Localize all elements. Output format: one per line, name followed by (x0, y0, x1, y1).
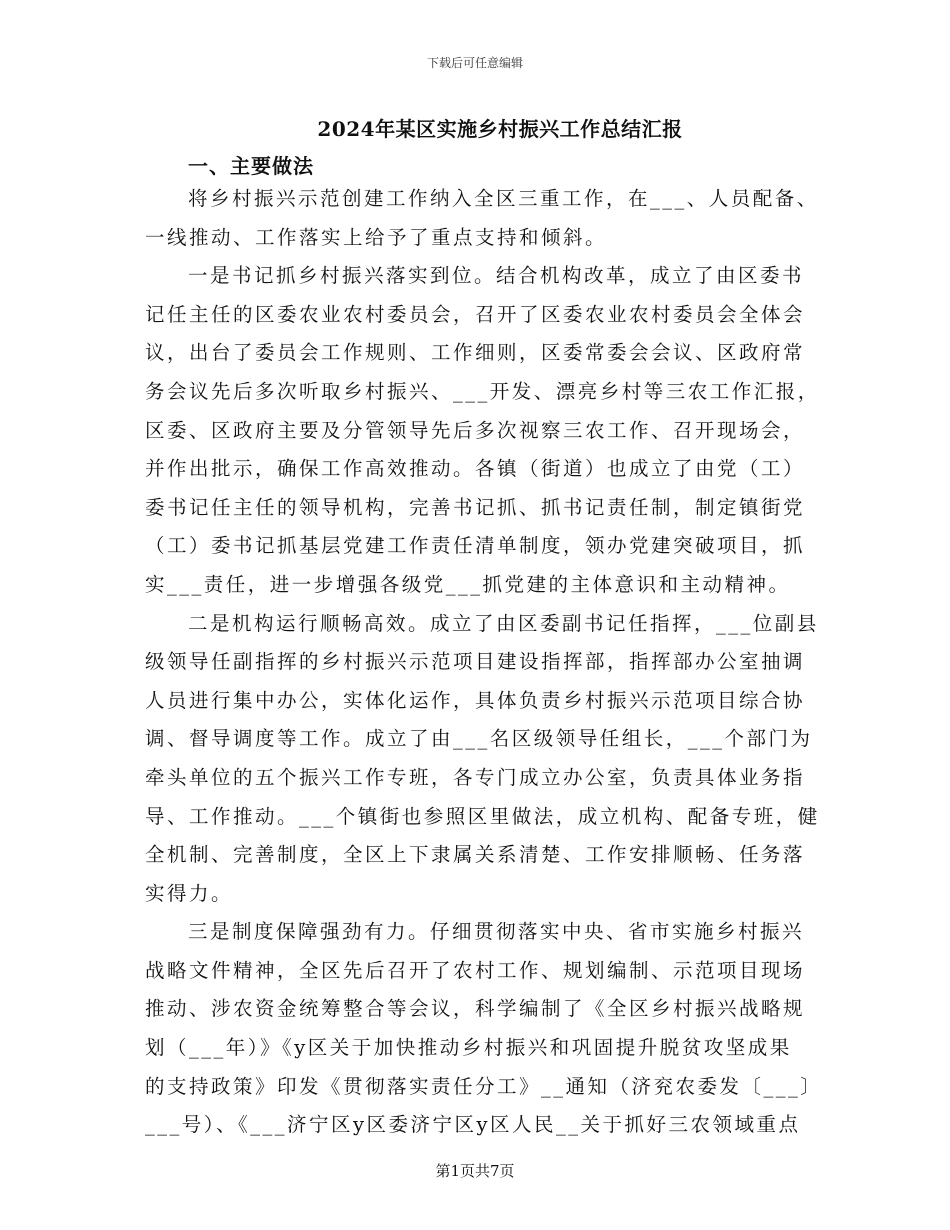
text-line: 一是书记抓乡村振兴落实到位。结合机构改革，成立了由区委书 (188, 264, 805, 288)
text-line: 调、督导调度等工作。成立了由___名区级领导任组长，___个部门为 (145, 727, 813, 751)
text-line: 区委、区政府主要及分管领导先后多次视察三农工作、召开现场会， (145, 418, 806, 442)
text-line: 一线推动、工作落实上给予了重点支持和倾斜。 (145, 225, 608, 249)
text-line: 三是制度保障强劲有力。仔细贯彻落实中央、省市实施乡村振兴 (188, 920, 805, 944)
paragraph (145, 257, 820, 604)
text-line: 级领导任副指挥的乡村振兴示范项目建设指挥部，指挥部办公室抽调 (145, 650, 806, 674)
text-line: 委书记任主任的领导机构，完善书记抓、抓书记责任制，制定镇街党 (145, 495, 806, 519)
text-line: 划（___年）》《y区关于加快推动乡村振兴和巩固提升脱贫攻坚成果 (145, 1036, 792, 1060)
text-line: 将乡村振兴示范创建工作纳入全区三重工作，在___、人员配备、 (188, 187, 819, 210)
text-line: 记任主任的区委农业农村委员会，召开了区委农业农村委员会全体会 (145, 302, 806, 326)
paragraph (145, 605, 820, 914)
paragraph (145, 180, 819, 257)
text-line: 并作出批示，确保工作高效推动。各镇（街道）也成立了由党（工） (145, 457, 806, 481)
text-line: 人员进行集中办公，实体化运作，具体负责乡村振兴示范项目综合协 (145, 688, 806, 712)
document-body (145, 180, 823, 1145)
text-line: （工）委书记抓基层党建工作责任清单制度，领办党建突破项目，抓 (145, 534, 806, 558)
text-line: 议，出台了委员会工作规则、工作细则，区委常委会会议、区政府常 (145, 341, 806, 365)
section-heading: 一、主要做法 (188, 154, 314, 178)
document-title: 2024年某区实施乡村振兴工作总结汇报 (317, 117, 683, 141)
text-line: 战略文件精神，全区先后召开了农村工作、规划编制、示范项目现场 (145, 958, 806, 982)
paragraph (145, 913, 823, 1145)
text-line: 推动、涉农资金统筹整合等会议，科学编制了《全区乡村振兴战略规 (145, 997, 806, 1021)
text-line: 实得力。 (145, 881, 234, 905)
text-line: 导、工作推动。___个镇街也参照区里做法，成立机构、配备专班，健 (145, 804, 820, 828)
text-line: 务会议先后多次听取乡村振兴、___开发、漂亮乡村等三农工作汇报， (145, 379, 820, 403)
text-line: 的支持政策》印发《贯彻落实责任分工》__通知（济兖农委发〔___〕 (145, 1074, 823, 1098)
text-line: 二是机构运行顺畅高效。成立了由区委副书记任指挥，___位副县 (188, 611, 819, 635)
page-number: 第1页共7页 (435, 1162, 515, 1180)
text-line: 牵头单位的五个振兴工作专班，各专门成立办公室，负责具体业务指 (145, 765, 806, 789)
text-line: 实___责任，进一步增强各级党___抓党建的主体意识和主动精神。 (145, 572, 791, 596)
text-line: 全机制、完善制度，全区上下隶属关系清楚、工作安排顺畅、任务落 (145, 843, 806, 867)
text-line: ___号）、《___济宁区y区委济宁区y区人民__关于抓好三农领域重点 (145, 1113, 801, 1137)
header-note: 下载后可任意编辑 (426, 56, 523, 70)
